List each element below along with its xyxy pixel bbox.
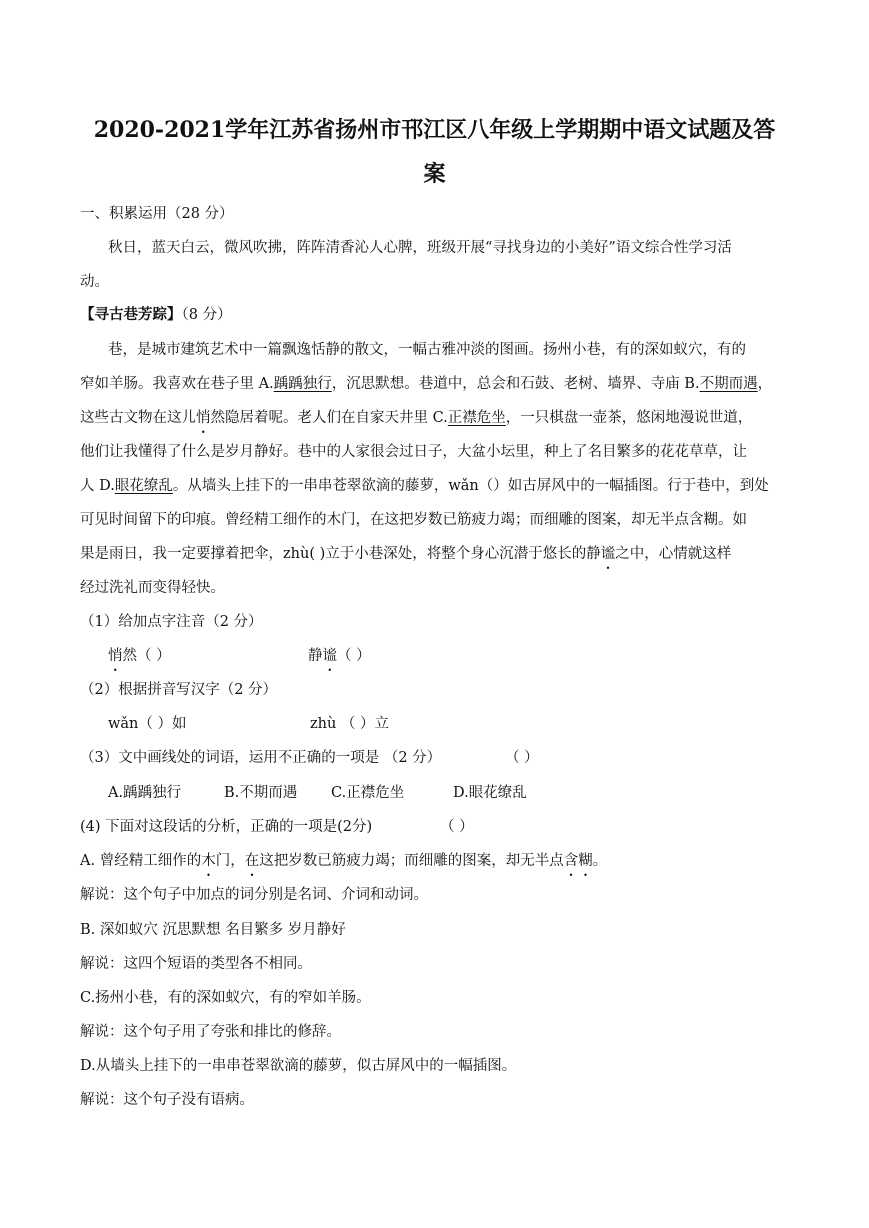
question1-item-a	[108, 646, 171, 666]
question4-option-d: D.从墙头上挂下的一串串苍翠欲滴的藤萝，似古屏风中的一幅插图。	[80, 1058, 517, 1074]
option-text: 这把岁数已筋疲力竭；而细雕的图案，却无半点	[259, 853, 564, 869]
passage-text: 窄如羊肠。我喜欢在巷子里 A.	[80, 376, 274, 392]
question3-option-a: A.踽踽独行	[108, 785, 182, 801]
question1-label: （1）给加点字注音（2 分）	[80, 614, 263, 630]
underlined-phrase-d: 眼花缭乱	[114, 478, 173, 494]
question4-option-a	[80, 851, 607, 871]
passage-line8: 经过洗礼而变得轻快。	[80, 580, 225, 596]
document-title-line2: 案	[423, 161, 446, 187]
subsection-heading	[80, 305, 232, 325]
passage-line3	[80, 408, 752, 428]
dotted-char: 悄	[196, 410, 211, 426]
answer-blank: 然（ ）	[122, 648, 171, 664]
passage-text: 。从墙头上挂下的一串串苍翠欲滴的藤萝，wǎn（）如古屏风中的一幅插图。行于巷中，到处	[172, 478, 769, 494]
question4-option-b: B. 深如蚁穴 沉思默想 名目繁多 岁月静好	[80, 922, 346, 938]
question-text: 静	[308, 648, 323, 664]
underlined-phrase-c: 正襟危坐	[447, 410, 506, 426]
question4-explanation-a: 解说：这个句子中加点的词分别是名词、介词和动词。	[80, 887, 428, 903]
question2-label: （2）根据拼音写汉字（2 分）	[80, 682, 278, 698]
passage-text: ，	[757, 376, 773, 392]
option-text: 门，	[215, 853, 245, 869]
dotted-char: 含	[563, 853, 579, 869]
question4-explanation-b: 解说：这四个短语的类型各不相同。	[80, 956, 312, 972]
question3-option-d: D.眼花缭乱	[453, 785, 527, 801]
passage-text: 果是雨日，我一定要撑着把伞，zhù( )立于小巷深处，将整个身心沉潜于悠长的静	[80, 546, 601, 562]
question4-explanation-c: 解说：这个句子用了夸张和排比的修辞。	[80, 1024, 341, 1040]
passage-text: 人 D.	[80, 478, 115, 494]
question3-label: （3）文中画线处的词语，运用不正确的一项是 （2 分）	[80, 750, 442, 766]
question4-label: (4) 下面对这段话的分析，正确的一项是(2分)	[80, 819, 373, 835]
question4-explanation-d: 解说：这个句子没有语病。	[80, 1092, 254, 1108]
passage-line4: 他们让我懂得了什么是岁月静好。巷中的人家很会过日子，大盆小坛里，种上了名目繁多的花花草草，让	[80, 444, 747, 460]
intro-line2: 动。	[80, 274, 109, 290]
dotted-char: 木	[201, 853, 216, 869]
dotted-char: 糊	[578, 853, 593, 869]
question2-item-a: wǎn（ ）如	[108, 716, 187, 732]
subsection-score: （8 分）	[181, 307, 232, 323]
passage-line7	[80, 544, 731, 564]
question2-item-b: zhù （ ）立	[310, 716, 390, 732]
question4-option-c: C.扬州小巷，有的深如蚁穴，有的窄如羊肠。	[80, 990, 371, 1006]
passage-text: 这些古文物在这儿	[80, 410, 196, 426]
passage-text: 之中，心情就这样	[615, 546, 732, 562]
section-heading: 一、积累运用（28 分）	[80, 206, 234, 222]
dotted-char: 在	[244, 853, 260, 869]
passage-line5	[80, 476, 769, 496]
dotted-char: 谧	[322, 648, 337, 664]
option-text: A. 曾经精工细作的	[80, 853, 202, 869]
underlined-phrase-b: 不期而遇	[699, 376, 758, 392]
question3-option-b: B.不期而遇	[224, 785, 298, 801]
passage-line2	[80, 374, 772, 394]
passage-line6: 可见时间留下的印痕。曾经精工细作的木门，在这把岁数已筋疲力竭；而细雕的图案，却无半点含糊。如	[80, 512, 747, 528]
passage-text: ，沉思默想。巷道中，总会和石鼓、老树、墙界、寺庙 B.	[331, 376, 700, 392]
question4-answer-paren: （ ）	[440, 819, 474, 835]
underlined-phrase-a: 踽踽独行	[273, 376, 332, 392]
intro-line1: 秋日，蓝天白云，微风吹拂，阵阵清香沁人心脾，班级开展“寻找身边的小美好”语文综合性学习活	[108, 240, 732, 256]
question1-item-b	[308, 646, 371, 666]
passage-text: ，一只棋盘一壶茶，悠闲地漫说世道，	[505, 410, 753, 426]
dotted-char: 谧	[600, 546, 616, 562]
document-title-line1: 2020-2021学年江苏省扬州市邗江区八年级上学期期中语文试题及答	[93, 117, 776, 143]
question3-answer-paren: （ ）	[505, 750, 539, 766]
passage-text: 然隐居着呢。老人们在自家天井里 C.	[210, 410, 448, 426]
subsection-title: 【寻古巷芳踪】	[80, 306, 182, 323]
passage-line1: 巷，是城市建筑艺术中一篇飘逸恬静的散文，一幅古雅冲淡的图画。扬州小巷，有的深如蚁穴，有的	[108, 342, 746, 358]
dotted-char: 悄	[108, 648, 123, 664]
question3-option-c: C.正襟危坐	[331, 785, 405, 801]
option-text: 。	[592, 853, 608, 869]
answer-blank: （ ）	[337, 648, 371, 664]
